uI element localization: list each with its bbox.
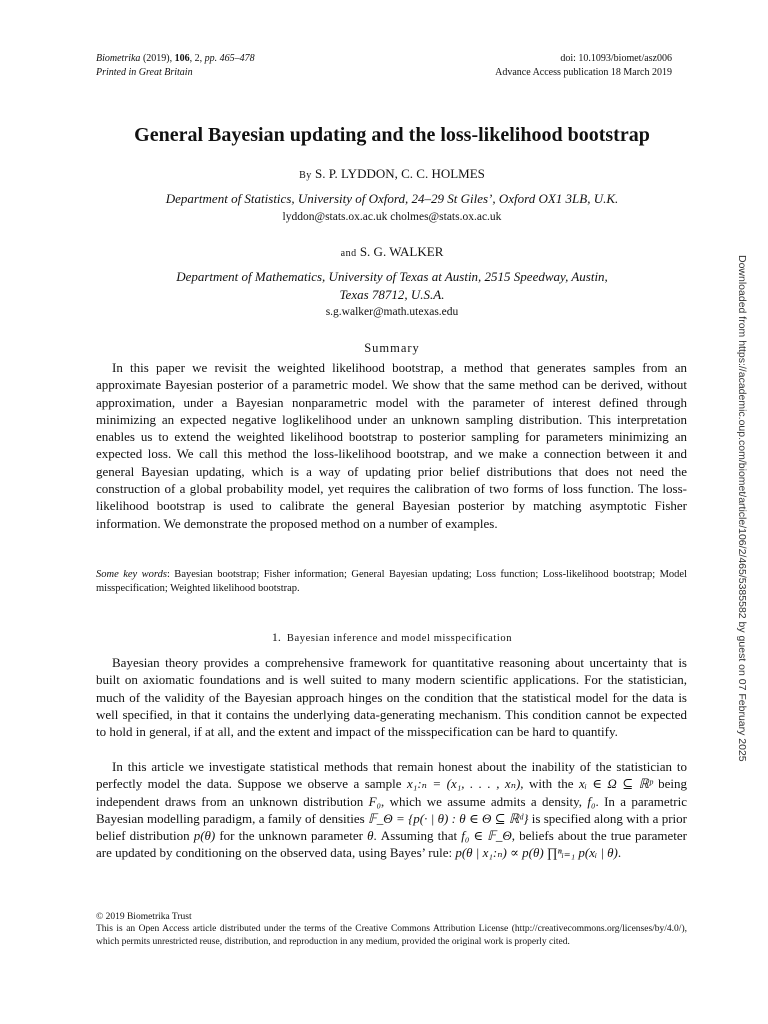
p2-math-prior: p(θ) [193,828,216,844]
summary-text: In this paper we revisit the weighted likelihood bootstrap, a method that generates samples from an approximate Bayesian posterior of a parametric model. We show that the same method can be derived, without approximation, under a Bayesian nonparametric model with the parameter of interest defined through minimizing an expected negative loglikelihood under an unknown sampling distribution. This interpretation enables us to extend the weighted likelihood bootstrap to posterior sampling for parameters minimizing an expected loss. We call this method the loss-likelihood bootstrap, and we make a connection between it and general Bayesian updating, which is a way of updating prior belief distributions that does not need the construction of a global probability model, yet requires the calibration of two forms of loss function. The loss-likelihood bootstrap is used to calibrate the general Bayesian posterior by matching asymptotic Fisher information. We demonstrate the proposed method on a number of examples. [96,360,687,531]
p2-math-xi: xᵢ ∈ Ω ⊆ ℝᵖ [578,776,653,792]
p2-text-9: , beliefs about the true parameter are updated by conditioning on the observed data, using Bayes’ rule: [96,828,688,861]
email-2: s.g.walker@math.utexas.edu [325,306,459,318]
p2-text-4: , which we assume admits a density, [381,793,588,809]
running-header-left [96,52,255,80]
advance-access: Advance Access publication 18 March 2019 [495,67,672,78]
p2-math-f0: f₀ [587,793,596,809]
affiliation-2-line-1: Department of Mathematics, University of Texas at Austin, 2515 Speedway, Austin, [176,269,608,284]
copyright: © 2019 Biometrika Trust [96,912,192,922]
author-names-1: S. P. LYDDON, C. C. HOLMES [315,166,485,181]
author-block-2 [80,244,704,260]
affiliation-1: Department of Statistics, University of Oxford, 24–29 St Giles’, Oxford OX1 3LB, U.K. [165,191,619,206]
and-label: and [340,248,357,259]
emails-1: lyddon@stats.ox.ac.uk cholmes@stats.ox.ac.uk [282,211,502,223]
citation-year: (2019), [140,53,175,64]
p2-math-F0: F₀ [368,793,382,809]
key-words [96,568,687,596]
p2-text-8: . Assuming that [373,828,462,844]
key-words-label: Some key words [96,569,167,580]
p2-text-5: . In a parametric Bayesian modelling paradigm, a family of densities [96,793,687,826]
affiliation-2 [80,268,704,304]
journal-name: Biometrika [96,53,141,64]
summary-heading: Summary [364,341,420,355]
author-names-2: S. G. WALKER [359,244,444,259]
by-label: By [299,170,312,181]
printed-in: Printed in Great Britain [96,67,193,78]
citation-volume: 106 [174,53,190,64]
p2-text-7: for the unknown parameter [215,828,368,844]
p2-math-bayes-rule: p(θ | x₁:ₙ) ∝ p(θ) ∏ⁿᵢ₌₁ p(xᵢ | θ) [455,845,618,861]
citation-pages: pp. 465–478 [204,53,255,64]
affiliation-2-line-2: Texas 78712, U.S.A. [339,287,445,302]
paragraph-2 [96,758,687,862]
citation-issue: , 2, [189,53,205,64]
footer [96,911,687,948]
paragraph-1: Bayesian theory provides a comprehensive framework for quantitative reasoning about uncertainty that is built on axiomatic foundations and is well suited to many modern scientific applications. For the statistician, much of the validity of the Bayesian approach hinges on the condition that the statistical model for the data is well specified, in that it contains the underlying data-generating mechanism. This condition cannot be expected to hold in general, if at all, and the extent and impact of the misspecification can be hard to quantify. [96,655,687,740]
section-number: 1. [271,630,281,644]
license-text: This is an Open Access article distributed under the terms of the Creative Commons Attribution License (http://creativecommons.org/licenses/by/4.0/), which permits unrestricted reuse, distribution, and reproduction in any medium, provided the original work is properly cited. [96,924,687,947]
key-words-text: : Bayesian bootstrap; Fisher information; General Bayesian updating; Loss function; Loss-likelihood bootstrap; Model misspecification; Weighted likelihood bootstrap. [96,569,687,594]
p2-math-membership: f₀ ∈ 𝔽_Θ [461,828,512,844]
p2-text-6: is specified along with a prior belief distribution [96,810,688,844]
citation [96,52,255,66]
author-block-1 [80,166,704,182]
section-title: Bayesian inference and model misspecification [286,633,513,644]
p2-text-1: In this article we investigate statistical methods that remain honest about the inability of the statistician to perfectly model the data. Suppose we observe a sample [96,759,687,792]
running-header-right [495,52,672,80]
section-heading [80,630,704,645]
doi: doi: 10.1093/biomet/asz006 [560,53,672,64]
p2-text-3: being independent draws from an unknown distribution [96,776,687,809]
p2-text-10: . [617,845,622,861]
download-watermark: Downloaded from https://academic.oup.com/biomet/article/106/2/465/5385582 by guest on 07 February 2025 [736,255,748,762]
paper-title: General Bayesian updating and the loss-likelihood bootstrap [134,124,650,146]
p2-math-sample: x₁:ₙ = (x₁, . . . , xₙ) [407,776,521,792]
p2-math-theta: θ [367,828,374,844]
p2-math-family: 𝔽_Θ = {p(· | θ) : θ ∈ Θ ⊆ ℝᵈ} [368,810,529,826]
p2-text-2: , with the [520,776,579,792]
